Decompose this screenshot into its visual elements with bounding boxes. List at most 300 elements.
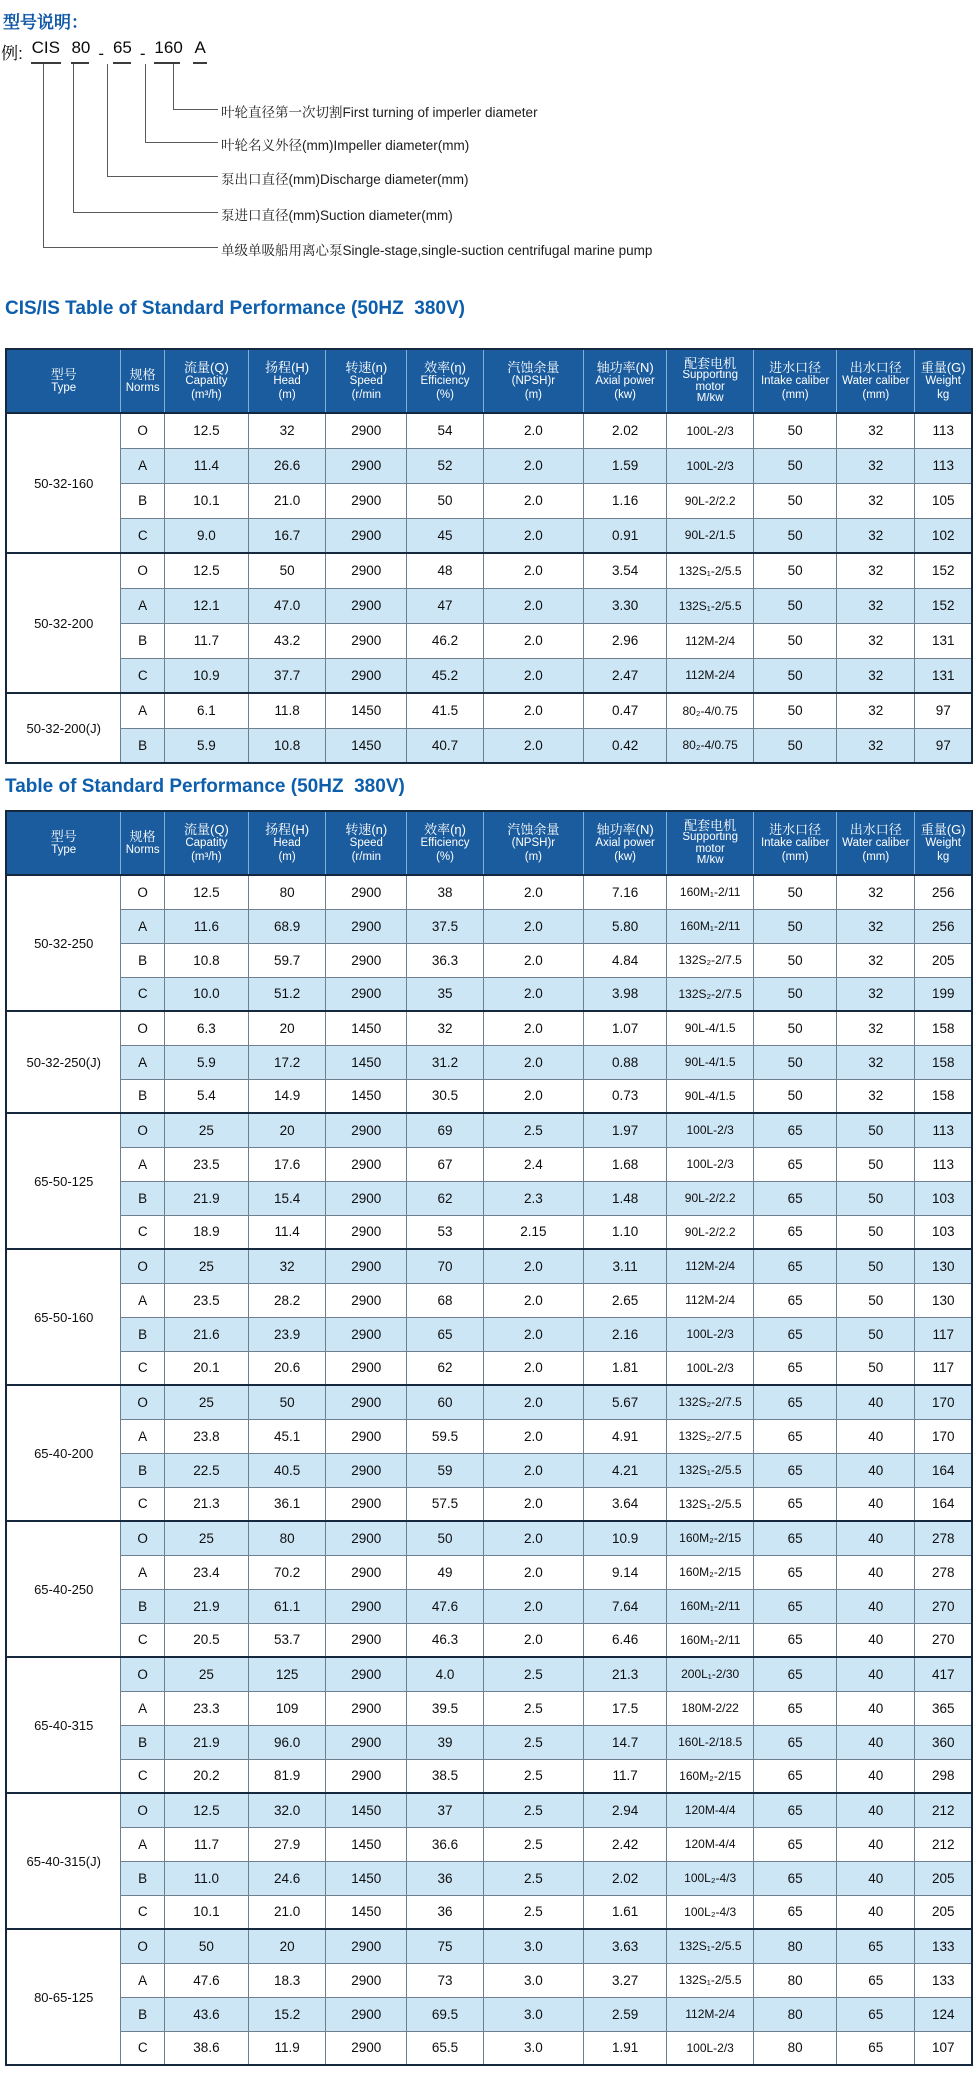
value-cell: 2.0 bbox=[483, 1249, 583, 1283]
value-cell: 2.0 bbox=[483, 1283, 583, 1317]
value-cell: 2900 bbox=[326, 2031, 407, 2065]
value-cell: 2900 bbox=[326, 1963, 407, 1997]
value-cell: 16.7 bbox=[248, 518, 325, 553]
value-cell: 2.02 bbox=[584, 1861, 667, 1895]
value-cell: 2.0 bbox=[483, 1453, 583, 1487]
value-cell: 160L-2/18.5 bbox=[667, 1725, 754, 1759]
value-cell: 21.9 bbox=[164, 1181, 248, 1215]
col-header-9 bbox=[754, 811, 837, 875]
col-header-line: 规格 bbox=[129, 366, 156, 382]
value-cell: 120M-4/4 bbox=[667, 1827, 754, 1861]
value-cell: 46.3 bbox=[407, 1623, 483, 1657]
value-cell: 73 bbox=[407, 1963, 483, 1997]
value-cell: 2.0 bbox=[483, 1351, 583, 1385]
value-cell: 50 bbox=[754, 588, 837, 623]
pump-type: 65-50-125 bbox=[6, 1113, 121, 1249]
value-cell: 2900 bbox=[326, 1215, 407, 1249]
value-cell: 53.7 bbox=[248, 1623, 325, 1657]
value-cell: 59.7 bbox=[248, 943, 325, 977]
col-header-line: motor bbox=[695, 381, 725, 393]
value-cell: 80 bbox=[754, 1929, 837, 1963]
value-cell: 2900 bbox=[326, 1351, 407, 1385]
value-cell: 9.0 bbox=[164, 518, 248, 553]
col-header-line: 重量(G) bbox=[920, 359, 966, 375]
value-cell: 1.07 bbox=[584, 1011, 667, 1045]
value-cell: 45.1 bbox=[248, 1419, 325, 1453]
col-header-line: 效率(η) bbox=[424, 359, 466, 375]
table-row bbox=[6, 1929, 972, 1963]
norm-cell: C bbox=[121, 1487, 164, 1521]
value-cell: 2.0 bbox=[483, 483, 583, 518]
value-cell: 205 bbox=[915, 943, 972, 977]
value-cell: 205 bbox=[915, 1861, 972, 1895]
col-header-3 bbox=[248, 349, 325, 413]
value-cell: 2.0 bbox=[483, 1419, 583, 1453]
value-cell: 97 bbox=[915, 693, 972, 728]
col-header-10 bbox=[837, 349, 915, 413]
value-cell: 2.0 bbox=[483, 413, 583, 448]
value-cell: 160M₁-2/11 bbox=[667, 909, 754, 943]
value-cell: 90L-4/1.5 bbox=[667, 1045, 754, 1079]
col-header-line: Axial power bbox=[595, 837, 655, 850]
col-header-line: 进水口径 bbox=[769, 821, 822, 837]
value-cell: 36.3 bbox=[407, 943, 483, 977]
value-cell: 11.0 bbox=[164, 1861, 248, 1895]
value-cell: 1.81 bbox=[584, 1351, 667, 1385]
value-cell: 32 bbox=[248, 1249, 325, 1283]
value-cell: 57.5 bbox=[407, 1487, 483, 1521]
col-header-line: 进水口径 bbox=[769, 359, 822, 375]
col-header-line: Speed bbox=[349, 375, 383, 388]
value-cell: 36.6 bbox=[407, 1827, 483, 1861]
table-row bbox=[6, 553, 972, 588]
value-cell: 2.15 bbox=[483, 1215, 583, 1249]
value-cell: 160M₂-2/15 bbox=[667, 1521, 754, 1555]
value-cell: 1.10 bbox=[584, 1215, 667, 1249]
value-cell: 20 bbox=[248, 1929, 325, 1963]
value-cell: 65 bbox=[754, 1555, 837, 1589]
value-cell: 2.0 bbox=[483, 909, 583, 943]
value-cell: 2900 bbox=[326, 1759, 407, 1793]
value-cell: 25 bbox=[164, 1113, 248, 1147]
norm-cell: O bbox=[121, 1385, 164, 1419]
table-row bbox=[6, 909, 972, 943]
value-cell: 21.9 bbox=[164, 1589, 248, 1623]
col-header-line: Type bbox=[51, 843, 77, 856]
norm-cell: A bbox=[121, 1419, 164, 1453]
norm-cell: C bbox=[121, 1895, 164, 1929]
value-cell: 65 bbox=[754, 1589, 837, 1623]
col-header-line: Water caliber bbox=[842, 375, 910, 388]
value-cell: 40 bbox=[837, 1725, 915, 1759]
value-cell: 2900 bbox=[326, 875, 407, 909]
col-header-line: (mm) bbox=[781, 850, 809, 863]
value-cell: 40 bbox=[837, 1623, 915, 1657]
value-cell: 65 bbox=[754, 1521, 837, 1555]
value-cell: 1.91 bbox=[584, 2031, 667, 2065]
col-header-line: (NPSH)r bbox=[511, 837, 556, 850]
value-cell: 5.9 bbox=[164, 1045, 248, 1079]
value-cell: 97 bbox=[915, 728, 972, 763]
value-cell: 21.3 bbox=[584, 1657, 667, 1691]
value-cell: 100L₂-4/3 bbox=[667, 1895, 754, 1929]
value-cell: 1450 bbox=[326, 1895, 407, 1929]
table-row bbox=[6, 2031, 972, 2065]
norm-cell: C bbox=[121, 1623, 164, 1657]
table-row bbox=[6, 1623, 972, 1657]
value-cell: 47.6 bbox=[164, 1963, 248, 1997]
value-cell: 117 bbox=[915, 1317, 972, 1351]
value-cell: 37.5 bbox=[407, 909, 483, 943]
value-cell: 90L-4/1.5 bbox=[667, 1079, 754, 1113]
col-header-line: 出水口径 bbox=[849, 359, 902, 375]
value-cell: 100L₂-4/3 bbox=[667, 1861, 754, 1895]
col-header-line: Type bbox=[51, 381, 77, 394]
norm-cell: B bbox=[121, 1079, 164, 1113]
value-cell: 20 bbox=[248, 1113, 325, 1147]
value-cell: 3.0 bbox=[483, 1963, 583, 1997]
col-header-8 bbox=[667, 811, 754, 875]
legend-annotation: 单级单吸船用离心泵Single-stage,single-suction centrifugal marine pump bbox=[221, 243, 653, 258]
value-cell: 65 bbox=[754, 1351, 837, 1385]
norm-cell: O bbox=[121, 413, 164, 448]
model-code bbox=[0, 38, 207, 64]
value-cell: 1.61 bbox=[584, 1895, 667, 1929]
value-cell: 113 bbox=[915, 413, 972, 448]
performance-table-2 bbox=[5, 810, 973, 2066]
value-cell: 39.5 bbox=[407, 1691, 483, 1725]
table-row bbox=[6, 1725, 972, 1759]
value-cell: 81.9 bbox=[248, 1759, 325, 1793]
value-cell: 50 bbox=[837, 1317, 915, 1351]
col-header-line: M/kw bbox=[696, 393, 724, 405]
value-cell: 2.02 bbox=[584, 413, 667, 448]
value-cell: 0.88 bbox=[584, 1045, 667, 1079]
value-cell: 2.0 bbox=[483, 693, 583, 728]
table-row bbox=[6, 1521, 972, 1555]
value-cell: 2.16 bbox=[584, 1317, 667, 1351]
value-cell: 2900 bbox=[326, 1521, 407, 1555]
value-cell: 32 bbox=[837, 1079, 915, 1113]
norm-cell: B bbox=[121, 1453, 164, 1487]
value-cell: 80 bbox=[248, 1521, 325, 1555]
value-cell: 18.9 bbox=[164, 1215, 248, 1249]
value-cell: 65 bbox=[754, 1725, 837, 1759]
value-cell: 2.0 bbox=[483, 1011, 583, 1045]
value-cell: 65 bbox=[754, 1453, 837, 1487]
col-header-line: Supporting bbox=[682, 832, 738, 844]
value-cell: 50 bbox=[754, 909, 837, 943]
table-row bbox=[6, 1453, 972, 1487]
norm-cell: A bbox=[121, 693, 164, 728]
value-cell: 68.9 bbox=[248, 909, 325, 943]
col-header-line: kg bbox=[937, 388, 950, 401]
value-cell: 23.3 bbox=[164, 1691, 248, 1725]
col-header-line: (mm) bbox=[862, 388, 890, 401]
value-cell: 11.4 bbox=[164, 448, 248, 483]
value-cell: 90L-2/2.2 bbox=[667, 1215, 754, 1249]
value-cell: 1.97 bbox=[584, 1113, 667, 1147]
value-cell: 80₂-4/0.75 bbox=[667, 728, 754, 763]
value-cell: 2900 bbox=[326, 553, 407, 588]
col-header-line: 型号 bbox=[50, 828, 77, 844]
col-header-line: 汽蚀余量 bbox=[507, 359, 560, 375]
value-cell: 50 bbox=[754, 623, 837, 658]
value-cell: 50 bbox=[754, 875, 837, 909]
value-cell: 31.2 bbox=[407, 1045, 483, 1079]
value-cell: 2900 bbox=[326, 1725, 407, 1759]
norm-cell: C bbox=[121, 977, 164, 1011]
value-cell: 40 bbox=[837, 1521, 915, 1555]
value-cell: 2.59 bbox=[584, 1997, 667, 2031]
value-cell: 2.0 bbox=[483, 943, 583, 977]
col-header-9 bbox=[754, 349, 837, 413]
col-header-line: Intake caliber bbox=[760, 375, 830, 388]
value-cell: 2900 bbox=[326, 1589, 407, 1623]
value-cell: 132S₁-2/5.5 bbox=[667, 588, 754, 623]
col-header-line: 轴功率(N) bbox=[596, 821, 654, 837]
value-cell: 2.3 bbox=[483, 1181, 583, 1215]
value-cell: 3.64 bbox=[584, 1487, 667, 1521]
col-header-line: 流量(Q) bbox=[184, 359, 229, 375]
value-cell: 70.2 bbox=[248, 1555, 325, 1589]
table-row bbox=[6, 943, 972, 977]
value-cell: 2900 bbox=[326, 1113, 407, 1147]
value-cell: 278 bbox=[915, 1555, 972, 1589]
value-cell: 38 bbox=[407, 875, 483, 909]
col-header-line: 转速(n) bbox=[345, 359, 388, 375]
table-row bbox=[6, 1589, 972, 1623]
value-cell: 5.4 bbox=[164, 1079, 248, 1113]
value-cell: 2900 bbox=[326, 1317, 407, 1351]
value-cell: 65 bbox=[754, 1317, 837, 1351]
col-header-line: (r/min bbox=[351, 388, 381, 401]
value-cell: 2.5 bbox=[483, 1861, 583, 1895]
value-cell: 69.5 bbox=[407, 1997, 483, 2031]
value-cell: 65 bbox=[754, 1113, 837, 1147]
value-cell: 46.2 bbox=[407, 623, 483, 658]
col-header-line: (r/min bbox=[351, 850, 381, 863]
value-cell: 360 bbox=[915, 1725, 972, 1759]
value-cell: 32 bbox=[837, 413, 915, 448]
value-cell: 50 bbox=[164, 1929, 248, 1963]
col-header-6 bbox=[483, 811, 583, 875]
col-header-line: 扬程(H) bbox=[265, 821, 310, 837]
col-header-line: (%) bbox=[436, 388, 454, 401]
value-cell: 3.0 bbox=[483, 2031, 583, 2065]
value-cell: 47 bbox=[407, 588, 483, 623]
value-cell: 39 bbox=[407, 1725, 483, 1759]
value-cell: 133 bbox=[915, 1963, 972, 1997]
value-cell: 10.9 bbox=[164, 658, 248, 693]
norm-cell: C bbox=[121, 2031, 164, 2065]
pump-type: 50-32-200 bbox=[6, 553, 121, 693]
value-cell: 3.98 bbox=[584, 977, 667, 1011]
value-cell: 65 bbox=[837, 1963, 915, 1997]
value-cell: 256 bbox=[915, 909, 972, 943]
value-cell: 36 bbox=[407, 1861, 483, 1895]
value-cell: 132S₂-2/7.5 bbox=[667, 977, 754, 1011]
value-cell: 12.5 bbox=[164, 413, 248, 448]
value-cell: 2900 bbox=[326, 623, 407, 658]
table-row bbox=[6, 1351, 972, 1385]
col-header-line: Capatity bbox=[185, 375, 228, 388]
norm-cell: A bbox=[121, 909, 164, 943]
table-row bbox=[6, 1317, 972, 1351]
value-cell: 40 bbox=[837, 1385, 915, 1419]
value-cell: 133 bbox=[915, 1929, 972, 1963]
value-cell: 35 bbox=[407, 977, 483, 1011]
value-cell: 131 bbox=[915, 658, 972, 693]
table-row bbox=[6, 1555, 972, 1589]
value-cell: 27.9 bbox=[248, 1827, 325, 1861]
col-header-line: 规格 bbox=[129, 828, 156, 844]
value-cell: 32 bbox=[837, 658, 915, 693]
col-header-8 bbox=[667, 349, 754, 413]
table-row bbox=[6, 1963, 972, 1997]
value-cell: 32 bbox=[837, 728, 915, 763]
value-cell: 20.2 bbox=[164, 1759, 248, 1793]
value-cell: 21.6 bbox=[164, 1317, 248, 1351]
col-header-line: (%) bbox=[436, 850, 454, 863]
col-header-line: (mm) bbox=[781, 388, 809, 401]
value-cell: 50 bbox=[754, 1011, 837, 1045]
col-header-7 bbox=[584, 349, 667, 413]
value-cell: 50 bbox=[754, 977, 837, 1011]
value-cell: 103 bbox=[915, 1181, 972, 1215]
table1-title: CIS/IS Table of Standard Performance (50HZ 380V) bbox=[5, 298, 465, 319]
norm-cell: B bbox=[121, 1997, 164, 2031]
value-cell: 5.9 bbox=[164, 728, 248, 763]
col-header-line: 配套电机 bbox=[684, 356, 737, 371]
value-cell: 90L-4/1.5 bbox=[667, 1011, 754, 1045]
value-cell: 37 bbox=[407, 1793, 483, 1827]
table-row bbox=[6, 1895, 972, 1929]
value-cell: 17.5 bbox=[584, 1691, 667, 1725]
value-cell: 50 bbox=[754, 448, 837, 483]
col-header-2 bbox=[164, 811, 248, 875]
value-cell: 160M₂-2/15 bbox=[667, 1555, 754, 1589]
col-header-line: (m) bbox=[278, 388, 296, 401]
value-cell: 205 bbox=[915, 1895, 972, 1929]
value-cell: 270 bbox=[915, 1623, 972, 1657]
value-cell: 32 bbox=[837, 483, 915, 518]
col-header-line: Head bbox=[273, 375, 301, 388]
value-cell: 80 bbox=[754, 2031, 837, 2065]
col-header-line: kg bbox=[937, 850, 950, 863]
col-header-line: Axial power bbox=[595, 375, 655, 388]
value-cell: 130 bbox=[915, 1283, 972, 1317]
value-cell: 14.7 bbox=[584, 1725, 667, 1759]
value-cell: 180M-2/22 bbox=[667, 1691, 754, 1725]
col-header-line: (kw) bbox=[614, 388, 637, 401]
col-header-line: (m) bbox=[278, 850, 296, 863]
value-cell: 50 bbox=[754, 693, 837, 728]
value-cell: 2.5 bbox=[483, 1793, 583, 1827]
legend-annotation: 泵出口直径(mm)Discharge diameter(mm) bbox=[221, 172, 469, 187]
value-cell: 41.5 bbox=[407, 693, 483, 728]
value-cell: 40 bbox=[837, 1487, 915, 1521]
value-cell: 2.42 bbox=[584, 1827, 667, 1861]
value-cell: 23.4 bbox=[164, 1555, 248, 1589]
col-header-6 bbox=[483, 349, 583, 413]
col-header-line: Weight bbox=[925, 375, 961, 388]
col-header-11 bbox=[915, 349, 972, 413]
code-part-cut: A bbox=[193, 38, 207, 64]
col-header-line: (NPSH)r bbox=[511, 375, 556, 388]
value-cell: 49 bbox=[407, 1555, 483, 1589]
norm-cell: B bbox=[121, 623, 164, 658]
value-cell: 70 bbox=[407, 1249, 483, 1283]
value-cell: 45.2 bbox=[407, 658, 483, 693]
value-cell: 160M₁-2/11 bbox=[667, 1589, 754, 1623]
value-cell: 2.0 bbox=[483, 553, 583, 588]
value-cell: 4.0 bbox=[407, 1657, 483, 1691]
table-row bbox=[6, 1827, 972, 1861]
value-cell: 47.0 bbox=[248, 588, 325, 623]
value-cell: 50 bbox=[754, 728, 837, 763]
norm-cell: A bbox=[121, 1283, 164, 1317]
value-cell: 212 bbox=[915, 1793, 972, 1827]
value-cell: 100L-2/3 bbox=[667, 1351, 754, 1385]
value-cell: 160M₁-2/11 bbox=[667, 875, 754, 909]
col-header-line: Efficiency bbox=[420, 837, 470, 850]
col-header-line: 轴功率(N) bbox=[596, 359, 654, 375]
table-row bbox=[6, 1283, 972, 1317]
col-header-line: (kw) bbox=[614, 850, 637, 863]
table-row bbox=[6, 1997, 972, 2031]
norm-cell: O bbox=[121, 1521, 164, 1555]
pump-type: 65-50-160 bbox=[6, 1249, 121, 1385]
value-cell: 2.0 bbox=[483, 518, 583, 553]
value-cell: 112M-2/4 bbox=[667, 658, 754, 693]
norm-cell: B bbox=[121, 1861, 164, 1895]
value-cell: 65 bbox=[837, 1997, 915, 2031]
col-header-line: Speed bbox=[349, 837, 383, 850]
value-cell: 65 bbox=[754, 1623, 837, 1657]
col-header-2 bbox=[164, 349, 248, 413]
value-cell: 50 bbox=[407, 1521, 483, 1555]
value-cell: 2900 bbox=[326, 909, 407, 943]
norm-cell: O bbox=[121, 1011, 164, 1045]
value-cell: 40 bbox=[837, 1793, 915, 1827]
value-cell: 38.6 bbox=[164, 2031, 248, 2065]
value-cell: 65 bbox=[837, 2031, 915, 2065]
value-cell: 2.0 bbox=[483, 1589, 583, 1623]
value-cell: 68 bbox=[407, 1283, 483, 1317]
table-row bbox=[6, 728, 972, 763]
table-row bbox=[6, 588, 972, 623]
value-cell: 50 bbox=[754, 943, 837, 977]
value-cell: 65 bbox=[754, 1759, 837, 1793]
table-row bbox=[6, 1385, 972, 1419]
value-cell: 256 bbox=[915, 875, 972, 909]
table-row bbox=[6, 1249, 972, 1283]
value-cell: 25 bbox=[164, 1385, 248, 1419]
pump-type: 50-32-250(J) bbox=[6, 1011, 121, 1113]
value-cell: 0.91 bbox=[584, 518, 667, 553]
col-header-0 bbox=[6, 811, 121, 875]
value-cell: 65 bbox=[754, 1215, 837, 1249]
code-part-impeller: 160 bbox=[154, 38, 180, 64]
value-cell: 32 bbox=[837, 943, 915, 977]
value-cell: 96.0 bbox=[248, 1725, 325, 1759]
col-header-line: 效率(η) bbox=[424, 821, 466, 837]
code-dash: - bbox=[98, 44, 105, 63]
table-row bbox=[6, 1759, 972, 1793]
col-header-7 bbox=[584, 811, 667, 875]
table-row bbox=[6, 1691, 972, 1725]
